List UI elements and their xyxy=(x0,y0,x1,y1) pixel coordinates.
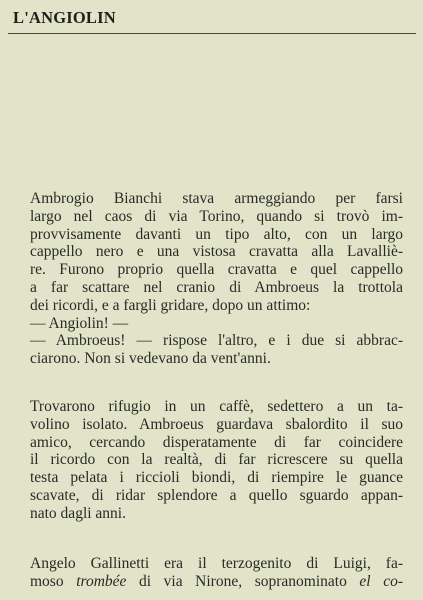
text-run: di via Nirone, sopranominato xyxy=(126,572,360,590)
text-line: Trovarono rifugio in un caffè, sedettero a un ta- xyxy=(30,398,403,415)
header-divider xyxy=(8,33,416,34)
text-line: Ambrogio Bianchi stava armeggiando per farsi xyxy=(30,190,403,207)
paragraph-1 xyxy=(30,190,403,368)
text-line: nato dagli anni. xyxy=(30,504,126,522)
italic-term: el co- xyxy=(359,572,403,590)
text-line: provvisamente davanti un tipo alto, con un largo xyxy=(30,225,403,243)
text-line: largo nel caos di via Torino, quando si trovò im- xyxy=(30,207,403,225)
text-line: testa pelata i riccioli biondi, di riempire le guance xyxy=(30,469,403,487)
text-line: dei ricordi, e a fargli gridare, dopo un attimo: xyxy=(30,296,311,314)
text-run: moso xyxy=(30,572,77,590)
dialogue-line: — Ambroeus! — rispose l'altro, e i due si abbrac- xyxy=(30,332,403,350)
text-line: amico, cercando disperatamente di far coincidere xyxy=(30,433,403,451)
dialogue-line: — Angiolin! — xyxy=(30,314,129,332)
text-line: ciarono. Non si vedevano da vent'anni. xyxy=(30,350,271,368)
text-line: il ricordo con la realtà, di far ricrescere su quella xyxy=(30,451,403,469)
running-header: L'ANGIOLIN xyxy=(13,8,116,27)
text-line: scavate, di ridar splendore a quello sguardo appan- xyxy=(30,486,403,504)
text-line-mixed xyxy=(30,573,403,591)
paragraph-3 xyxy=(30,555,403,591)
text-line: a far scattare nel cranio di Ambroeus la trottola xyxy=(30,278,403,296)
paragraph-2 xyxy=(30,398,403,523)
text-line: volino isolato. Ambroeus guardava sbalordito il suo xyxy=(30,415,403,433)
text-line: re. Furono proprio quella cravatta e quel cappello xyxy=(30,261,403,279)
italic-term: trombée xyxy=(76,572,127,590)
text-line: cappello nero e una vistosa cravatta alla Lavalliè- xyxy=(30,243,403,261)
text-line: Angelo Gallinetti era il terzogenito di Luigi, fa- xyxy=(30,555,403,572)
